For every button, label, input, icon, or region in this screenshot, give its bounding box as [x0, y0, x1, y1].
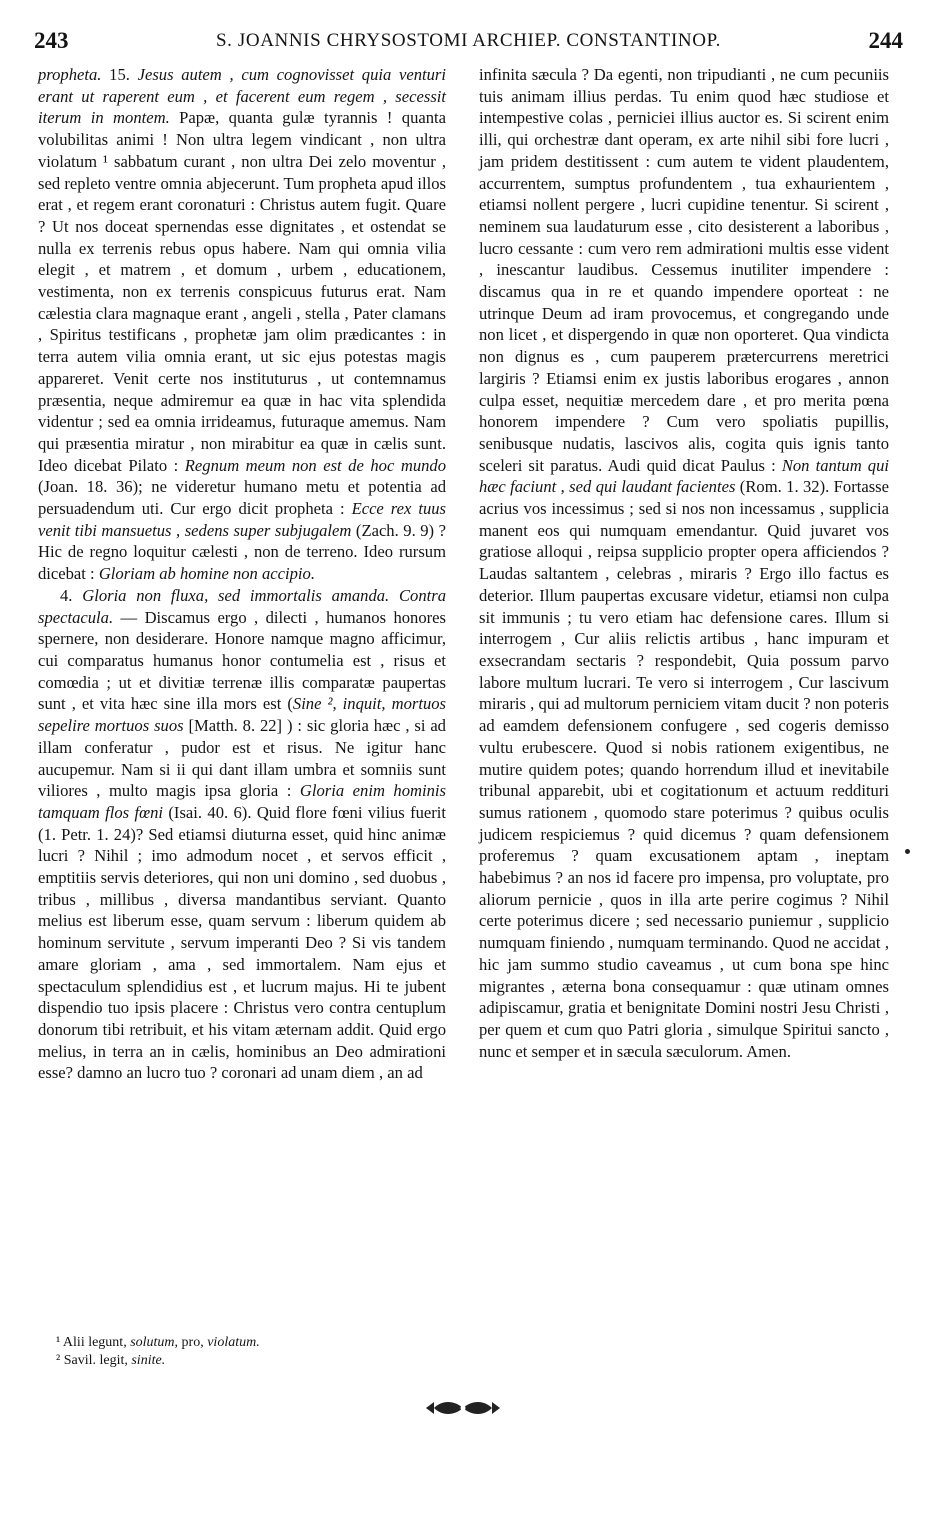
text: 15. — [101, 65, 138, 84]
running-title: S. JOANNIS CHRYSOSTOMI ARCHIEP. CONSTANTINOP. — [216, 30, 721, 51]
text-italic: propheta. — [38, 65, 102, 84]
text: (Isai. 40. 6). Quid flore fœni vilius fuerit (1. Petr. 1. 24)? Sed etiamsi diuturna esset, quid hinc animæ lucri ? Nihil ; imo admodum nocet , et servos efficit , emptitiis servis deteriores, qui non uni domino , sed duobus , tribus , millibus , diversa mandantibus serviant. Quanto melius est liberum esse, quam servum : liberum quidem ab hominum servitute , servum imperanti Deo ? Si vis tandem amare gloriam , ama , sed immortalem. Nam ejus et spectaculum splendidius est , et lucrum majus. Hi te jubent dispendio tuo ipsis placere : Christus vero contra centuplum donorum tibi retribuit, et his vitam æternam addit. Quid ergo melius, in terra an in cælis, hominibus an Deo admirationi esse? damno an lucro tuo ? coronari ad unam diem , an ad — [38, 802, 447, 1083]
text: (Zach. 9. 9) ? Hic de regno loquitur cælesti , non de terreno. Ideo rursum dicebat : — [38, 520, 446, 584]
page-number-left: 243 — [34, 28, 69, 53]
text-italic: Gloriam ab homine non accipio. — [98, 564, 315, 584]
paragraph — [38, 585, 446, 1084]
left-column — [38, 64, 446, 1084]
text-italic: solutum — [130, 1335, 175, 1350]
right-column — [479, 64, 889, 1062]
text: ¹ Alii legunt, — [56, 1335, 131, 1350]
footnotes — [56, 1334, 260, 1370]
text-italic: sinite. — [131, 1353, 166, 1368]
text: , pro, — [174, 1335, 208, 1350]
ornament-icon — [424, 1398, 502, 1418]
text: [Matth. 8. 22] ) : sic gloria hæc , si ad illam conferatur , pudor est et risus. Ne igitur hanc aucupemur. Nam si ii qui dant illam umbra et somniis sunt viliores , multo magis ipsa gloria : — [38, 716, 446, 801]
text-italic: Sine ², inquit, mortuos sepelire mortuos suos — [38, 694, 446, 736]
text-italic: Regnum meum non est de hoc mundo — [184, 455, 447, 475]
stray-mark — [905, 849, 910, 854]
footnote-2 — [56, 1352, 260, 1370]
text: (Rom. 1. 32). Fortasse acrius vos incessimus ; sed si nos non incessamus , supplicia manent eos qui numquam emendantur. Quid juvaret vos gratiose alloqui , reipsa supplicio propter opera afficiendos ? Laudas saltantem , celebras , miraris ? Ergo illo factus es deterior. Illum paupertas excusare videtur, etiamsi non culpa sit immunis ; tu vero etiam hac defensione cares. Illum si interrogem , Cur aliis relictis artibus , hanc impuram et exsecrandam sectaris ? respondebit, Quia possum parvo labore multum lucrari. Te vero si interrogem , Cur lascivum miraris , qui ad multorum perniciem vitam ducit ? non poteris ad eamdem defensionem confugere , sed cogeris demisso vultu erubescere. Quod si nobis rationem exigentibus, ne mutire quidem potes; quando horrendum illud et inevitabile tribunal apparebit, ubi et cogitationum et actuum reddituri sumus rationem , quomodo stare poterimus ? quibus oculis judicem respiciemus ? quid dicemus ? quam defensionem proferemus ? quam excusationem aptam , ineptam habebimus ? an nos id facere pro impensa, pro voluptate, pro aliorum pernicie , quos in illa arte perire cogimus ? Nihil certe poterimus dicere ; sed necessario puniemur , supplicio numquam finiendo , numquam terminando. Quod ne accidat , hic jam summo studio caveamus , ut cum bona spe hinc migrantes , æterna bona consequamur : quæ utinam omnes adipiscamur, gratia et benignitate Domini nostri Jesu Christi , per quem et cum quo Patri gloria , simulque Spiritui sancto , nunc et semper et in sæcula sæculorum. Amen. — [479, 477, 889, 1061]
text-italic: Gloria enim hominis tamquam flos fœni — [38, 781, 446, 822]
page-header — [34, 28, 903, 58]
section-heading: Gloria non fluxa, sed immortalis amanda. Contra spectacula. — [38, 585, 446, 627]
footnote-1 — [56, 1334, 260, 1352]
text-italic: Ecce rex tuus venit tibi mansuetus , sedens super subjugalem — [38, 499, 446, 540]
text-italic: Non tantum qui hæc faciunt , sed qui laudant facientes — [479, 455, 889, 497]
paragraph — [38, 64, 446, 585]
paragraph — [479, 64, 889, 1062]
text-italic: Jesus autem , cum cognovisset quia venturi erant ut raperent eum , et facerent eum regem , secessit iterum in montem. — [38, 65, 446, 128]
text: infinita sæcula ? Da egenti, non tripudianti , ne cum pecuniis tuis animam illius perdas. Tu enim quod hæc studiose et intempestive colas , perniciei illius auctor es. Si scirent enim illi, qui orchestræ dant operam, ex arte nihil sibi fore lucri , jam pridem destitissent : cum autem te vident plaudentem, accurrentem, sumptus profundentem , tua exhaurientem , etiamsi nollent pergere , lucri cupidine tenentur. Si scirent , neminem sua laudaturum esse , cito desisterent a laboribus , lucro cessante : cum vero rem admirationi multis esse vident , inescantur laudibus. Cessemus inutiliter impendere : discamus qua in re et quando impendere oporteat : ne utrinque Deum ad iram provocemus, et congregando unde non licet , et dispergendo in quæ non oporteret. Qua vindicta non dignus es , cum pauperem prætercurrens meretrici largiris ? Etiamsi enim ex justis laboribus erogares , annon culpa esset, nequitiæ mercedem dare , et pro merita pœna honorem impendere ? Cum vero spoliatis pupillis, senibusque nudatis, lascivos alis, cogita quis ignis tanto sceleri sit paratus. Audi quid dicat Paulus : — [479, 65, 889, 475]
text: — Discamus ergo , dilecti , humanos honores spernere, non desiderare. Honore namque magno afficimur, cui comparatus humanus honor contumelia est , risus et comœdia ; ut et divitiæ terrenæ illis comparatæ paupertas sunt , et vita hæc sine illa mors est ( — [38, 607, 446, 714]
section-number: 4. — [60, 585, 83, 605]
text: ² Savil. legit, — [56, 1353, 132, 1368]
text: Papæ, quanta gulæ tyrannis ! quanta volubilitas animi ! Non ultra legem vindicant , non ultra violatum ¹ sabbatum curant , non ultra Dei zelo moventur , sed repleto ventre omnia abjecerunt. Tum propheta apud illos erat , et regem erant coronaturi : Christus autem fugit. Quare ? Ut nos doceat spernendas esse dignitates , et ostendat se nulla ex terrenis rebus opus habere. Nam qui omnia vilia elegit , et matrem , et domum , urbem , educationem, vestimenta, non ex terrenis conspicuus futurus erat. Nam cælestia clara magnaque erant , angeli , stella , Pater clamans , Spiritus testificans , prophetæ jam olim prædicantes : in terra autem vilia omnia erant, ut sic ejus potestas magis appareret. Venit certe nos instituturus , ut contemnamus præsentia, neque admiremur ea quæ in hac vita splendida videntur ; sed ea omnia irrideamus, futuraque amemus. Nam qui præsentia miratur , non mirabitur ea quæ in cælis sunt. Ideo dicebat Pilato : — [38, 108, 446, 475]
text-italic: violatum. — [207, 1335, 260, 1350]
page-number-right: 244 — [868, 28, 903, 53]
text: (Joan. 18. 36); ne videretur humano metu et potentia ad persuadendum uti. Cur ergo dicit propheta : — [38, 477, 446, 519]
